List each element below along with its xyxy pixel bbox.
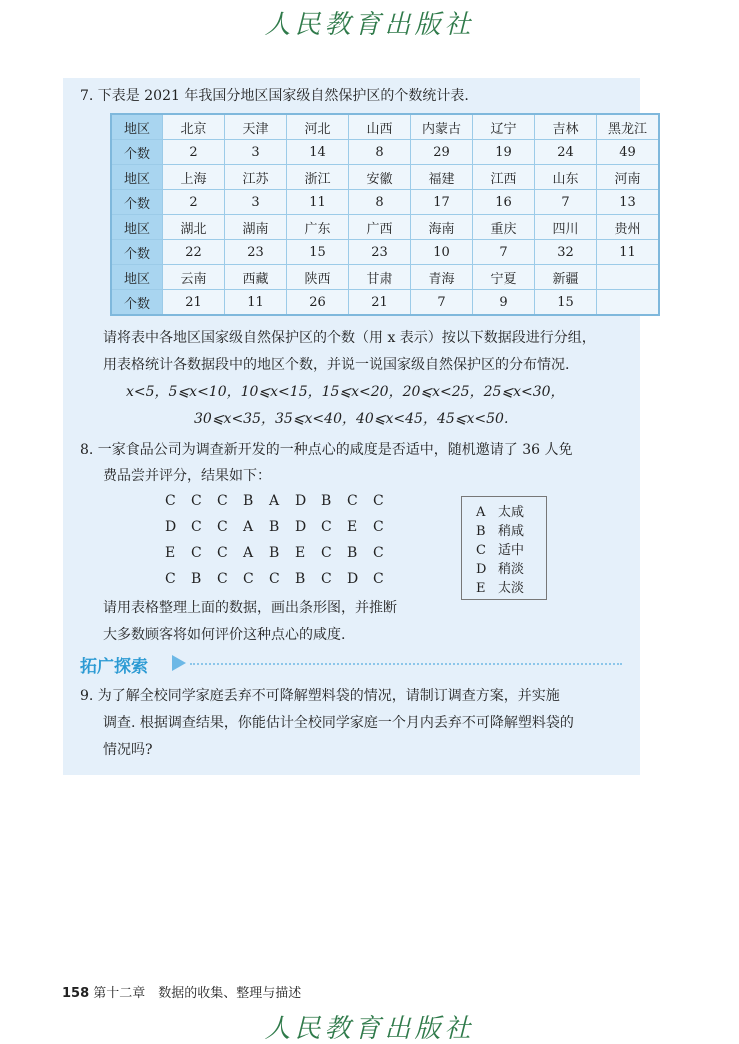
count-cell: 10 [411, 240, 473, 265]
rating-cell: C [321, 545, 332, 561]
count-cell: 3 [225, 140, 287, 165]
legend-item [476, 520, 546, 539]
count-cell: 7 [473, 240, 535, 265]
count-cell [597, 290, 660, 316]
region-cell: 海南 [411, 215, 473, 240]
rating-cell: D [347, 571, 359, 587]
rating-cell: A [269, 493, 280, 509]
rating-cell: C [321, 519, 332, 535]
count-cell: 16 [473, 190, 535, 215]
region-cell: 江苏 [225, 165, 287, 190]
region-row [111, 114, 659, 140]
count-cell: 8 [349, 140, 411, 165]
dotted-divider [190, 663, 622, 665]
rating-cell: C [373, 519, 384, 535]
region-cell: 四川 [535, 215, 597, 240]
rating-cell: C [373, 571, 384, 587]
legend-key: C [476, 543, 486, 558]
reserves-table [110, 113, 660, 316]
row-header: 地区 [111, 265, 163, 290]
region-cell: 天津 [225, 114, 287, 140]
row-header: 地区 [111, 215, 163, 240]
rating-cell: C [217, 493, 228, 509]
count-cell: 2 [163, 190, 225, 215]
publisher-logo-top: 人民教育出版社 [264, 10, 475, 40]
rating-cell: D [295, 493, 307, 509]
region-cell: 湖南 [225, 215, 287, 240]
region-cell: 北京 [163, 114, 225, 140]
region-cell: 吉林 [535, 114, 597, 140]
q7-ranges1: x<5，5⩽x<10，10⩽x<15，15⩽x<20，20⩽x<25，25⩽x<30， [126, 384, 565, 400]
page-footer [62, 982, 301, 1001]
q7-text1: 请将表中各地区国家级自然保护区的个数（用 x 表示）按以下数据段进行分组， [103, 330, 596, 346]
legend-label: 稍淡 [498, 562, 525, 577]
q9-text2: 调查. 根据调查结果，你能估计全校同学家庭一个月内丢弃不可降解塑料袋的 [103, 715, 574, 731]
rating-cell: C [165, 571, 176, 587]
count-cell: 13 [597, 190, 660, 215]
rating-cell: C [373, 545, 384, 561]
count-cell: 3 [225, 190, 287, 215]
region-cell: 河南 [597, 165, 660, 190]
rating-cell: A [243, 545, 254, 561]
rating-grid [165, 493, 399, 597]
rating-row [165, 545, 399, 571]
triangle-arrow-icon [172, 655, 186, 671]
count-cell: 17 [411, 190, 473, 215]
count-cell: 22 [163, 240, 225, 265]
count-cell: 11 [225, 290, 287, 316]
region-cell: 湖北 [163, 215, 225, 240]
rating-row [165, 571, 399, 597]
region-cell: 辽宁 [473, 114, 535, 140]
count-cell: 11 [597, 240, 660, 265]
region-cell: 宁夏 [473, 265, 535, 290]
chapter-title: 第十二章 数据的收集、整理与描述 [93, 986, 302, 1001]
rating-cell: B [347, 545, 358, 561]
rating-row [165, 519, 399, 545]
rating-cell: B [295, 571, 306, 587]
region-cell: 新疆 [535, 265, 597, 290]
rating-cell: D [165, 519, 177, 535]
count-row [111, 240, 659, 265]
rating-row [165, 493, 399, 519]
region-cell: 黑龙江 [597, 114, 660, 140]
rating-cell: C [269, 571, 280, 587]
region-cell: 山西 [349, 114, 411, 140]
rating-cell: C [217, 545, 228, 561]
rating-cell: A [243, 519, 254, 535]
count-cell: 19 [473, 140, 535, 165]
count-cell: 9 [473, 290, 535, 316]
row-header: 地区 [111, 114, 163, 140]
count-cell: 23 [225, 240, 287, 265]
q8-text4: 大多数顾客将如何评价这种点心的咸度. [103, 627, 346, 643]
region-cell: 云南 [163, 265, 225, 290]
count-cell: 49 [597, 140, 660, 165]
region-cell: 重庆 [473, 215, 535, 240]
legend-item [476, 501, 546, 520]
legend-label: 太咸 [498, 505, 525, 520]
q7-ranges2: 30⩽x<35，35⩽x<40，40⩽x<45，45⩽x<50. [194, 411, 509, 427]
rating-cell: C [191, 545, 202, 561]
region-cell: 陕西 [287, 265, 349, 290]
rating-cell: E [165, 545, 176, 561]
rating-cell: D [295, 519, 307, 535]
region-cell: 贵州 [597, 215, 660, 240]
count-cell: 7 [411, 290, 473, 316]
region-row [111, 165, 659, 190]
region-cell: 甘肃 [349, 265, 411, 290]
row-header: 地区 [111, 165, 163, 190]
region-row [111, 215, 659, 240]
publisher-logo-bottom: 人民教育出版社 [264, 1014, 475, 1044]
rating-cell: C [165, 493, 176, 509]
rating-cell: C [243, 571, 254, 587]
count-cell: 2 [163, 140, 225, 165]
rating-cell: C [321, 571, 332, 587]
q7-intro: 7. 下表是 2021 年我国分地区国家级自然保护区的个数统计表. [80, 88, 469, 104]
count-cell: 26 [287, 290, 349, 316]
q8-text2: 费品尝并评分，结果如下： [103, 468, 271, 484]
rating-cell: C [191, 519, 202, 535]
rating-cell: B [269, 519, 280, 535]
region-cell: 福建 [411, 165, 473, 190]
legend-label: 适中 [498, 543, 525, 558]
rating-cell: C [191, 493, 202, 509]
page-number: 158 [62, 986, 90, 1001]
count-cell: 14 [287, 140, 349, 165]
region-cell: 广西 [349, 215, 411, 240]
count-row [111, 190, 659, 215]
count-cell: 15 [287, 240, 349, 265]
rating-cell: C [373, 493, 384, 509]
legend-item [476, 558, 546, 577]
rating-legend [461, 496, 547, 600]
q8-text1: 8. 一家食品公司为调查新开发的一种点心的咸度是否适中，随机邀请了 36 人免 [80, 442, 573, 458]
count-cell: 29 [411, 140, 473, 165]
count-cell: 15 [535, 290, 597, 316]
region-cell: 上海 [163, 165, 225, 190]
q9-text3: 情况吗? [103, 742, 153, 758]
rating-cell: C [347, 493, 358, 509]
rating-cell: E [347, 519, 358, 535]
legend-label: 太淡 [498, 581, 525, 596]
count-cell: 8 [349, 190, 411, 215]
row-header: 个数 [111, 240, 163, 265]
rating-cell: B [243, 493, 254, 509]
row-header: 个数 [111, 290, 163, 316]
rating-cell: C [217, 519, 228, 535]
rating-cell: B [191, 571, 202, 587]
region-cell: 青海 [411, 265, 473, 290]
count-cell: 23 [349, 240, 411, 265]
region-cell: 内蒙古 [411, 114, 473, 140]
legend-key: A [476, 505, 486, 520]
row-header: 个数 [111, 190, 163, 215]
rating-cell: B [321, 493, 332, 509]
q9-text1: 9. 为了解全校同学家庭丢弃不可降解塑料袋的情况，请制订调查方案，并实施 [80, 688, 560, 704]
region-cell: 河北 [287, 114, 349, 140]
legend-item [476, 539, 546, 558]
legend-key: E [476, 581, 486, 596]
count-cell: 7 [535, 190, 597, 215]
region-cell: 浙江 [287, 165, 349, 190]
count-cell: 21 [349, 290, 411, 316]
region-cell: 广东 [287, 215, 349, 240]
region-cell: 西藏 [225, 265, 287, 290]
region-cell: 山东 [535, 165, 597, 190]
row-header: 个数 [111, 140, 163, 165]
rating-cell: E [295, 545, 306, 561]
count-cell: 24 [535, 140, 597, 165]
region-cell [597, 265, 660, 290]
legend-label: 稍咸 [498, 524, 525, 539]
legend-key: B [476, 524, 486, 539]
region-cell: 江西 [473, 165, 535, 190]
region-row [111, 265, 659, 290]
section-title: 拓广探索 [80, 657, 148, 677]
q8-text3: 请用表格整理上面的数据，画出条形图，并推断 [103, 600, 397, 616]
region-cell: 安徽 [349, 165, 411, 190]
count-cell: 32 [535, 240, 597, 265]
q7-text2: 用表格统计各数据段中的地区个数，并说一说国家级自然保护区的分布情况. [103, 357, 570, 373]
rating-cell: B [269, 545, 280, 561]
rating-cell: C [217, 571, 228, 587]
count-row [111, 140, 659, 165]
count-row [111, 290, 659, 316]
legend-item [476, 577, 546, 596]
legend-key: D [476, 562, 487, 577]
count-cell: 11 [287, 190, 349, 215]
count-cell: 21 [163, 290, 225, 316]
